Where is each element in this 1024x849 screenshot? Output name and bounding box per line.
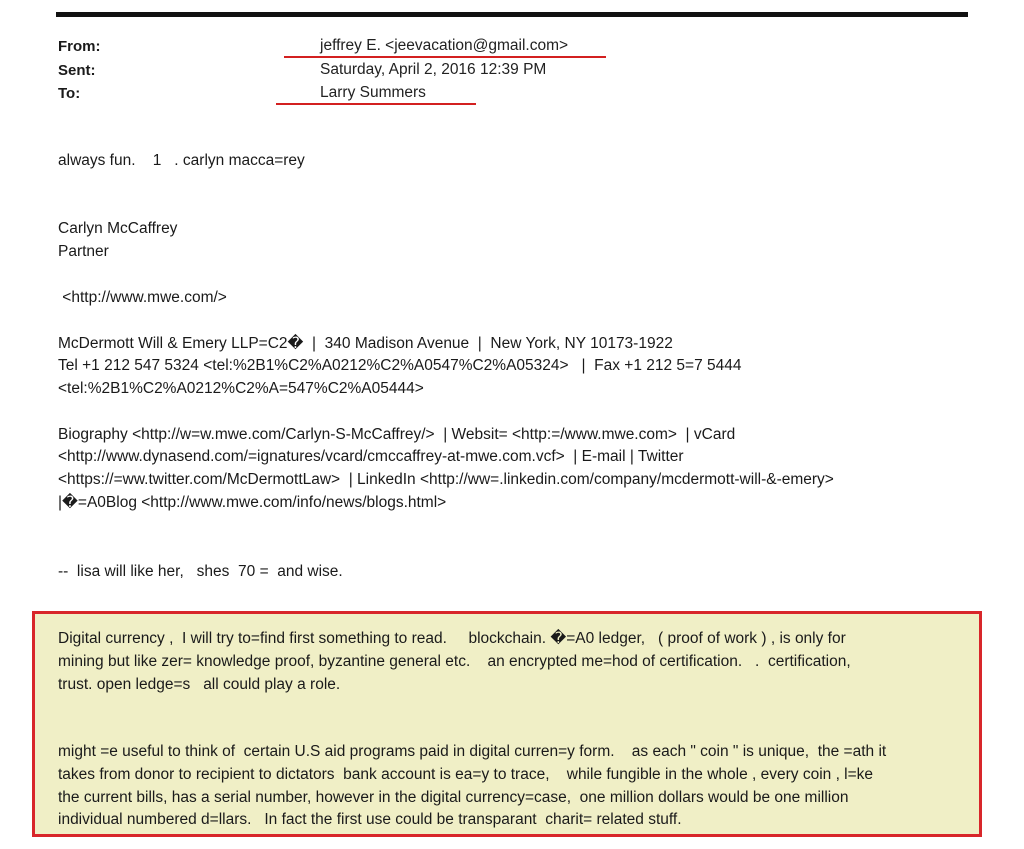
- highlight-paragraph-2-line-3: the current bills, has a serial number, however in the digital currency=case, one million dollars would be one million: [58, 789, 849, 806]
- sent-label: Sent:: [58, 62, 96, 79]
- telephone-line-continued: <tel:%2B1%C2%A0212%C2%A=547%C2%A05444>: [58, 380, 424, 397]
- biography-line-4: |�=A0Blog <http://www.mwe.com/info/news/blogs.html>: [58, 494, 447, 511]
- to-label: To:: [58, 85, 81, 102]
- biography-line-2: <http://www.dynasend.com/=ignatures/vcard/cmccaffrey-at-mwe.com.vcf> | E-mail | Twitter: [58, 448, 684, 465]
- highlight-paragraph-1-line-3: trust. open ledge=s all could play a role.: [58, 676, 341, 693]
- highlight-paragraph-1-line-1: Digital currency , I will try to=find first something to read. blockchain. �=A0 ledger, ( proof of work ) , is only for: [58, 630, 846, 647]
- body-line-always-fun: always fun. 1 . carlyn macca=rey: [58, 152, 305, 169]
- highlight-paragraph-2-line-4: individual numbered d=llars. In fact the first use could be transparant charit= related stuff.: [58, 811, 682, 828]
- telephone-line: Tel +1 212 547 5324 <tel:%2B1%C2%A0212%C2%A0547%C2%A05324> | Fax +1 212 5=7 5444: [58, 357, 742, 374]
- to-value: Larry Summers: [320, 84, 426, 101]
- signature-url: <http://www.mwe.com/>: [58, 289, 227, 306]
- highlight-paragraph-2-line-2: takes from donor to recipient to dictators bank account is ea=y to trace, while fungible in the whole , every coin , l=ke: [58, 766, 874, 783]
- from-label: From:: [58, 38, 101, 55]
- lisa-line: -- lisa will like her, shes 70 = and wise.: [58, 563, 343, 580]
- signature-title: Partner: [58, 243, 109, 260]
- highlight-paragraph-2-line-1: might =e useful to think of certain U.S aid programs paid in digital curren=y form. as each " coin " is unique, the =ath it: [58, 743, 887, 760]
- signature-name: Carlyn McCaffrey: [58, 220, 178, 237]
- firm-address-line: McDermott Will & Emery LLP=C2� | 340 Madison Avenue | New York, NY 10173-1922: [58, 335, 673, 352]
- biography-line-1: Biography <http://w=w.mwe.com/Carlyn-S-McCaffrey/> | Websit= <http:=/www.mwe.com> | vCard: [58, 426, 736, 443]
- biography-line-3: <https://=ww.twitter.com/McDermottLaw> | LinkedIn <http://ww=.linkedin.com/company/mcdermott-will-&-emery>: [58, 471, 834, 488]
- to-underline: [276, 103, 476, 105]
- top-rule: [56, 12, 968, 17]
- highlight-paragraph-1-line-2: mining but like zer= knowledge proof, byzantine general etc. an encrypted me=hod of certification. . certification,: [58, 653, 851, 670]
- sent-value: Saturday, April 2, 2016 12:39 PM: [320, 61, 547, 78]
- from-underline: [284, 56, 606, 58]
- from-value: jeffrey E. <jeevacation@gmail.com>: [320, 37, 569, 54]
